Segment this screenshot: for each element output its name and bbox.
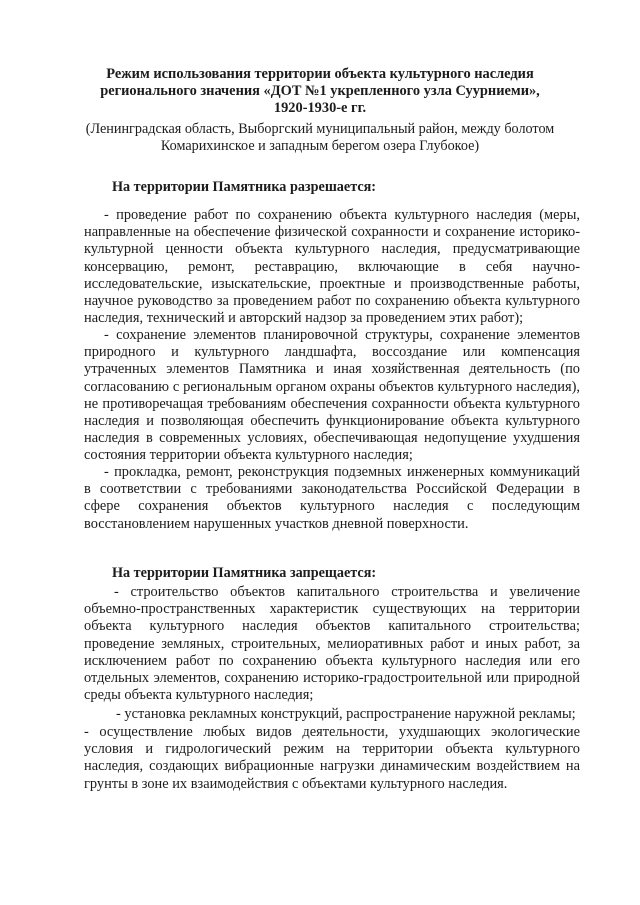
forbidden-item-construction: - строительство объектов капитального строительства и увеличение объемно-пространственных характеристик существующих на территории объекта культурного наследия объектов капитального строительства; проведение земляных, строительных, мелиоративных работ и иных работ, за исключением работ по сохранению объекта культурного наследия или его отдельных элементов, сохранению историко-градостроительной или природной среды объекта культурного наследия; <box>84 584 580 704</box>
location-note <box>60 121 580 155</box>
title-line-3: 1920-1930-е гг. <box>273 100 367 116</box>
document-title <box>60 66 580 117</box>
title-line-2: регионального значения «ДОТ №1 укрепленного узла Суурниеми», <box>100 83 540 99</box>
title-line-1: Режим использования территории объекта культурного наследия <box>106 66 534 82</box>
forbidden-item-ecology: - осуществление любых видов деятельности, ухудшающих экологические условия и гидрологический режим на территории объекта культурного наследия, создающих вибрационные нагрузки динамическим воздействием на грунты в зоне их взаимодействия с объектами культурного наследия. <box>84 724 580 792</box>
location-line-1: (Ленинградская область, Выборгский муниципальный район, между болотом <box>85 121 555 137</box>
allowed-heading: На территории Памятника разрешается: <box>112 179 377 195</box>
allowed-item-utilities: - прокладка, ремонт, реконструкция подземных инженерных коммуникаций в соответствии с требованиями законодательства Российской Федерации в сфере сохранения объектов культурного наследия с последующим восстановлением нарушенных участков дневной поверхности. <box>84 464 580 532</box>
forbidden-heading: На территории Памятника запрещается: <box>112 565 377 581</box>
forbidden-item-advertising: - установка рекламных конструкций, распространение наружной рекламы; <box>116 706 576 722</box>
allowed-item-conservation: - проведение работ по сохранению объекта культурного наследия (меры, направленные на обеспечение физической сохранности и сохранение историко-культурной ценности объекта культурного наследия, предусматривающие консервацию, ремонт, реставрацию, включающие в себя научно-исследовательские, изыскательские, проектные и производственные работы, научное руководство за проведением работ по сохранению объекта культурного наследия, технический и авторский надзор за проведением этих работ); <box>84 207 580 327</box>
location-line-2: Комарихинское и западным берегом озера Глубокое) <box>160 138 480 154</box>
allowed-item-landscape: - сохранение элементов планировочной структуры, сохранение элементов природного и культурного ландшафта, воссоздание или компенсация утраченных элементов Памятника и иная хозяйственная деятельность (по согласованию с региональным органом охраны объектов культурного наследия), не противоречащая требованиям обеспечения сохранности объекта культурного наследия и позволяющая обеспечить функционирование объекта культурного наследия в современных условиях, обеспечивающая недопущение ухудшения состояния территории объекта культурного наследия; <box>84 327 580 464</box>
